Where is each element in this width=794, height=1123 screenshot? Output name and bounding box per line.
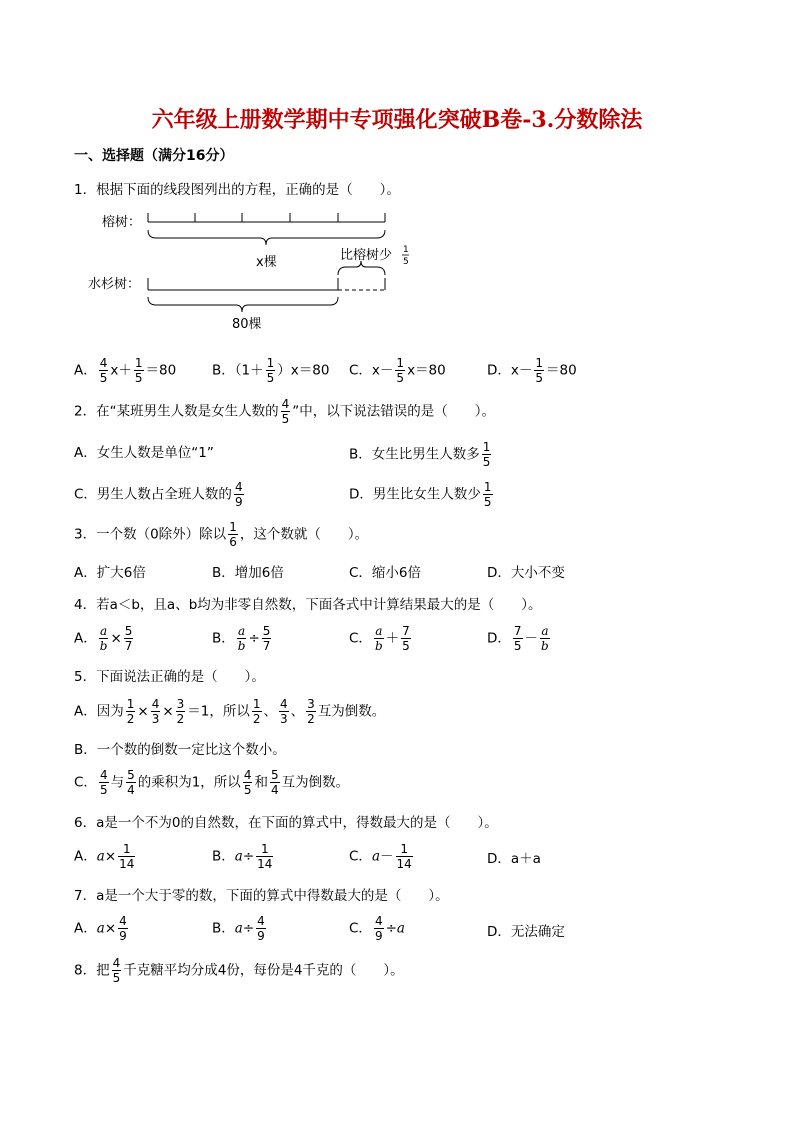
brace-diff [338, 261, 385, 275]
q4-option-b[interactable]: B． $\frac{a}{b}$ ÷ $\frac{5}{7}$ [212, 624, 271, 653]
q7-option-c[interactable]: C． $\frac{4}{9}$ ÷a [349, 914, 405, 943]
q1-option-b[interactable]: B．（1＋ $\frac{1}{5}$ ）x＝80 [212, 356, 330, 385]
q4-option-a[interactable]: A． $\frac{a}{b}$ × $\frac{5}{7}$ [74, 624, 133, 653]
diff-frac-num: 1 [403, 245, 409, 255]
label-shuishan: 水杉树： [88, 277, 141, 292]
q3-option-a[interactable]: A．扩大6倍 [74, 565, 146, 581]
q4-stem: 4．若a＜b，且a、b均为非零自然数，下面各式中计算结果最大的是（ ）。 [74, 597, 542, 613]
brace-x-label: x棵 [256, 255, 277, 270]
q1-stem: 1．根据下面的线段图列出的方程，正确的是（ ）。 [74, 182, 400, 198]
q5-option-b[interactable]: B．一个数的倒数一定比这个数小。 [74, 742, 286, 758]
q5-option-a[interactable]: A．因为 $\frac{1}{2}$ × $\frac{4}{3}$ × $\frac{3}{2}$ ＝1，所以 $\frac{1}{2}$ 、 $\frac{4}{3}$ 、 $\frac{3}{2}$ 互为倒数。 [74, 697, 386, 726]
shuishan-segment [148, 278, 385, 290]
q3-option-d[interactable]: D．大小不变 [487, 565, 565, 581]
q3-option-c[interactable]: C．缩小6倍 [349, 565, 422, 581]
brace-80-label: 80棵 [232, 317, 262, 332]
q4-option-d[interactable]: D． $\frac{7}{5}$ － $\frac{a}{b}$ [487, 624, 549, 653]
brace-x [148, 230, 385, 245]
q2-option-a[interactable]: A．女生人数是单位“1” [74, 445, 214, 461]
label-rongshu: 榕树： [102, 215, 142, 230]
diff-frac-den: 5 [403, 257, 409, 267]
q3-stem: 3．一个数（0除外）除以 $\frac{1}{6}$ ，这个数就（ ）。 [74, 520, 369, 549]
q7-option-d[interactable]: D．无法确定 [487, 924, 565, 940]
q1-segment-diagram [70, 200, 430, 340]
q2-option-b[interactable]: B．女生比男生人数多 $\frac{1}{5}$ [349, 440, 491, 469]
q7-stem: 7．a是一个大于零的数，下面的算式中得数最大的是（ ）。 [74, 888, 449, 904]
q6-option-d[interactable]: D．a＋a [487, 851, 541, 867]
diff-label: 比榕树少 [340, 248, 393, 263]
rongshu-segment [148, 213, 385, 222]
page-title: 六年级上册数学期中专项强化突破B卷-3.分数除法 [151, 107, 643, 133]
q1-option-d[interactable]: D．x－ $\frac{1}{5}$ ＝80 [487, 356, 577, 385]
q3-option-b[interactable]: B．增加6倍 [212, 565, 284, 581]
brace-80 [148, 297, 338, 312]
q6-stem: 6．a是一个不为0的自然数，在下面的算式中，得数最大的是（ ）。 [74, 815, 498, 831]
q2-option-d[interactable]: D．男生比女生人数少 $\frac{1}{5}$ [349, 480, 492, 509]
q5-stem: 5．下面说法正确的是（ ）。 [74, 669, 265, 685]
q4-option-c[interactable]: C． $\frac{a}{b}$ ＋ $\frac{7}{5}$ [349, 624, 410, 653]
q2-stem: 2．在“某班男生人数是女生人数的 $\frac{4}{5}$ ”中，以下说法错误的是（ ）。 [74, 397, 495, 426]
q8-stem: 8．把 $\frac{4}{5}$ 千克糖平均分成4份，每份是4千克的（ ）。 [74, 956, 404, 985]
q7-option-b[interactable]: B．a÷ $\frac{4}{9}$ [212, 914, 265, 943]
q5-option-c[interactable]: C． $\frac{4}{5}$ 与 $\frac{5}{4}$ 的乘积为1，所以 $\frac{4}{5}$ 和 $\frac{5}{4}$ 互为倒数。 [74, 768, 350, 797]
q7-option-a[interactable]: A．a× $\frac{4}{9}$ [74, 914, 127, 943]
q6-option-b[interactable]: B．a÷ $\frac{1}{14}$ [212, 842, 273, 871]
q1-option-c[interactable]: C．x－ $\frac{1}{5}$ x＝80 [349, 356, 446, 385]
q6-option-a[interactable]: A．a× $\frac{1}{14}$ [74, 842, 135, 871]
section-heading: 一、选择题（满分16分） [74, 148, 234, 164]
q1-option-a[interactable]: A． $\frac{4}{5}$ x＋ $\frac{1}{5}$ ＝80 [74, 356, 177, 385]
q2-option-c[interactable]: C．男生人数占全班人数的 $\frac{4}{9}$ [74, 480, 243, 509]
q6-option-c[interactable]: C．a－ $\frac{1}{14}$ [349, 842, 412, 871]
